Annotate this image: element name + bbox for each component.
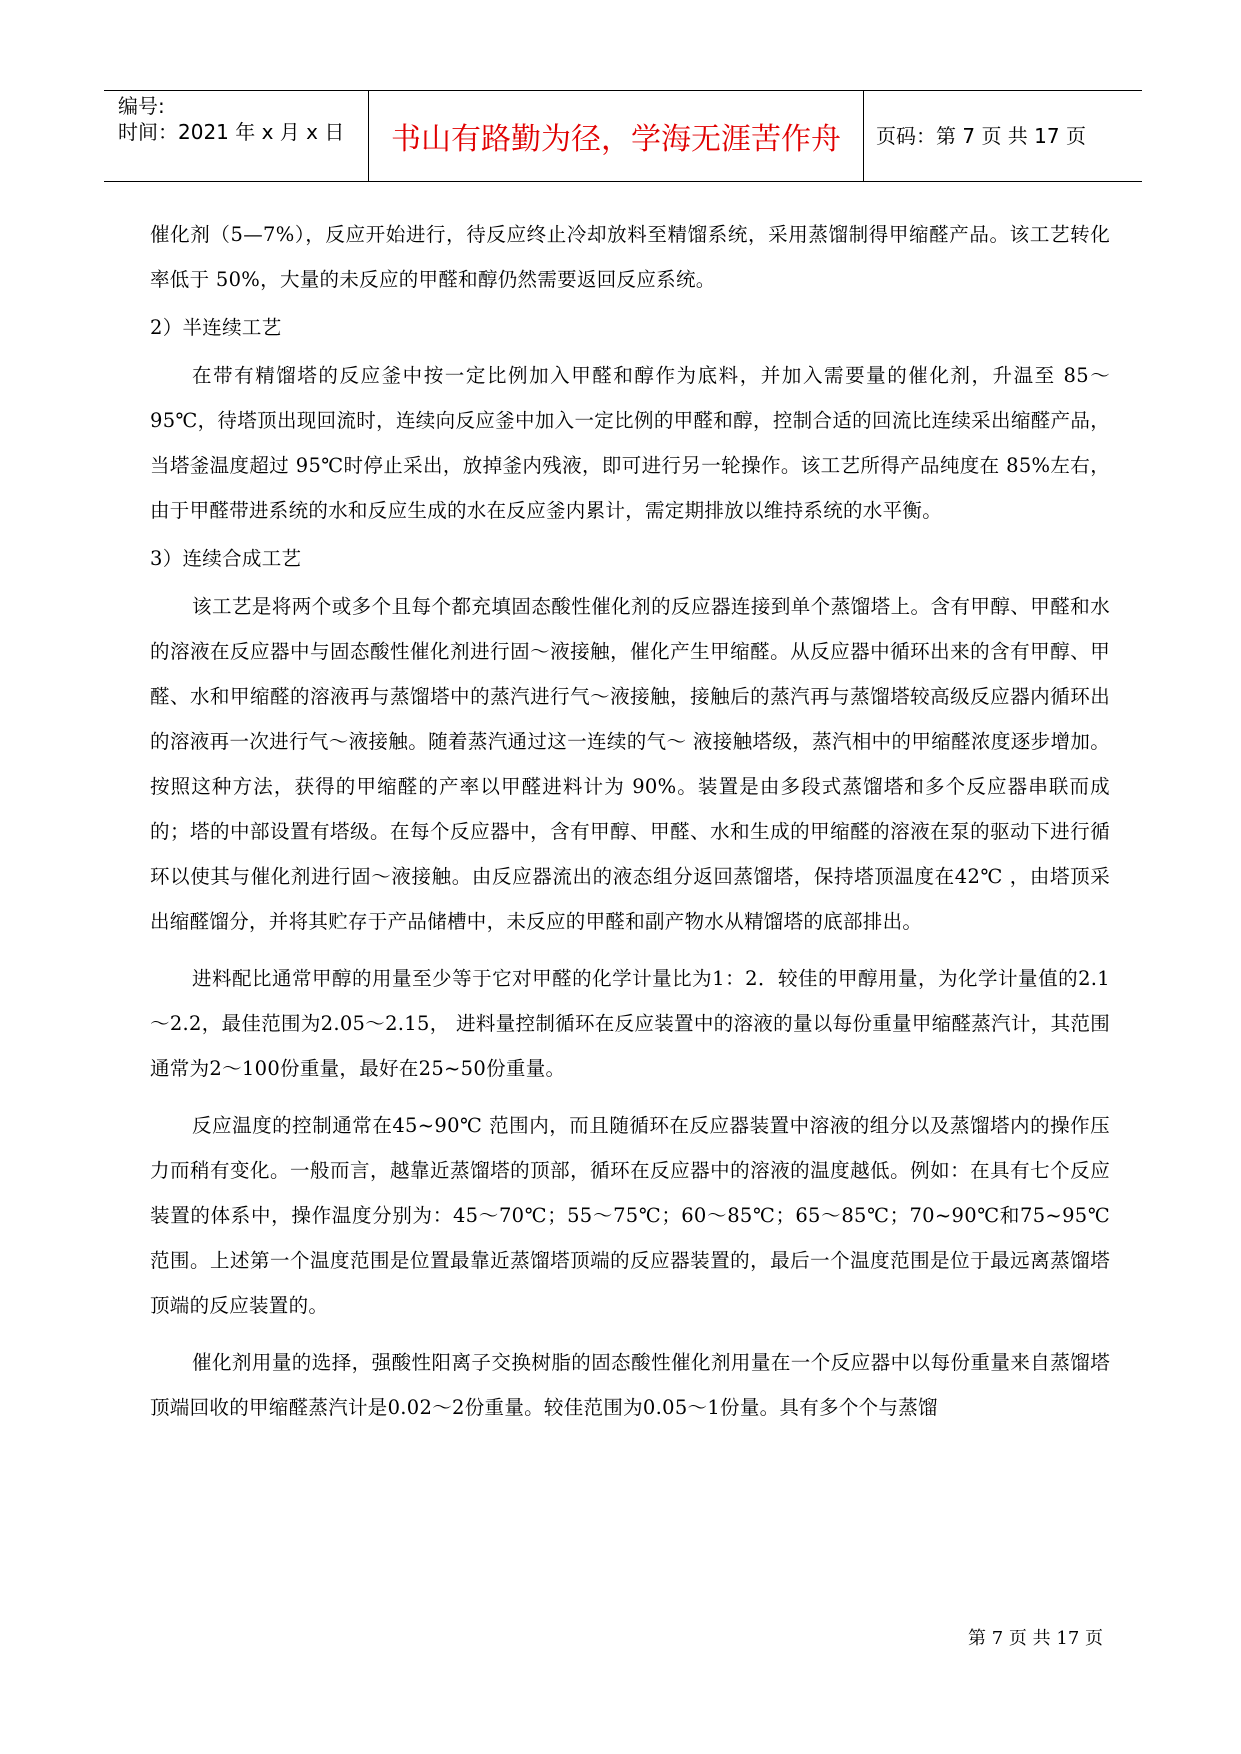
header-page-number: 页码：第 7 页 共 17 页	[876, 124, 1086, 148]
document-body	[150, 212, 1110, 1430]
serial-number-label: 编号:	[118, 94, 165, 118]
paragraph-reaction-temperature: 反应温度的控制通常在45~90℃ 范围内，而且随循环在反应器装置中溶液的组分以及蒸馏塔内的操作压力而稍有变化。一般而言，越靠近蒸馏塔的顶部，循环在反应器中的溶液的温度越低。例如：在具有七个反应装置的体系中，操作温度分别为：45～70℃；55～75℃；60～85℃；65～85℃；70~90℃和75~95℃范围。上述第一个温度范围是位置最靠近蒸馏塔顶端的反应器装置的，最后一个温度范围是位于最远离蒸馏塔顶端的反应装置的。	[150, 1114, 1110, 1317]
paragraph-batch-process-tail: 催化剂（5—7%），反应开始进行，待反应终止冷却放料至精馏系统，采用蒸馏制得甲缩醛产品。该工艺转化率低于 50%，大量的未反应的甲醛和醇仍然需要返回反应系统。	[150, 223, 1110, 291]
paragraph-catalyst-amount: 催化剂用量的选择，强酸性阳离子交换树脂的固态酸性催化剂用量在一个反应器中以每份重量来自蒸馏塔顶端回收的甲缩醛蒸汽计是0.02～2份重量。较佳范围为0.05～1份量。具有多个个与蒸馏	[150, 1351, 1110, 1419]
header-motto-cell	[369, 91, 864, 181]
section-heading-semi-continuous: 2）半连续工艺	[150, 316, 282, 339]
paragraph-continuous-process: 该工艺是将两个或多个且每个都充填固态酸性催化剂的反应器连接到单个蒸馏塔上。含有甲醇、甲醛和水的溶液在反应器中与固态酸性催化剂进行固～液接触，催化产生甲缩醛。从反应器中循环出来的含有甲醇、甲醛、水和甲缩醛的溶液再与蒸馏塔中的蒸汽进行气～液接触，接触后的蒸汽再与蒸馏塔较高级反应器内循环出的溶液再一次进行气～液接触。随着蒸汽通过这一连续的气～ 液接触塔级，蒸汽相中的甲缩醛浓度逐步增加。按照这种方法，获得的甲缩醛的产率以甲醛进料计为 90%。装置是由多段式蒸馏塔和多个反应器串联而成的；塔的中部设置有塔级。在每个反应器中，含有甲醇、甲醛、水和生成的甲缩醛的溶液在泵的驱动下进行循环以使其与催化剂进行固～液接触。由反应器流出的液态组分返回蒸馏塔，保持塔顶温度在42℃ ，由塔顶采出缩醛馏分，并将其贮存于产品储槽中，未反应的甲醛和副产物水从精馏塔的底部排出。	[150, 595, 1110, 933]
footer-page-number: 第 7 页 共 17 页	[968, 1628, 1103, 1649]
document-header	[104, 90, 1142, 182]
motto-text: 书山有路勤为径，学海无涯苦作舟	[391, 122, 841, 157]
header-meta-cell	[104, 91, 369, 181]
paragraph-semi-continuous: 在带有精馏塔的反应釜中按一定比例加入甲醛和醇作为底料，并加入需要量的催化剂，升温至 85～95℃，待塔顶出现回流时，连续向反应釜中加入一定比例的甲醛和醇，控制合适的回流比连续采出缩醛产品，当塔釜温度超过 95℃时停止采出，放掉釜内残液，即可进行另一轮操作。该工艺所得产品纯度在 85%左右，由于甲醛带进系统的水和反应生成的水在反应釜内累计，需定期排放以维持系统的水平衡。	[150, 364, 1110, 522]
date-label: 时间：2021 年 x 月 x 日	[118, 120, 345, 144]
header-page-cell	[864, 91, 1142, 181]
section-heading-continuous: 3）连续合成工艺	[150, 547, 302, 570]
paragraph-feed-ratio: 进料配比通常甲醇的用量至少等于它对甲醛的化学计量比为1：2．较佳的甲醇用量，为化学计量值的2.1～2.2，最佳范围为2.05～2.15， 进料量控制循环在反应装置中的溶液的量以每份重量甲缩醛蒸汽计，其范围通常为2～100份重量，最好在25~50份重量。	[150, 967, 1110, 1080]
